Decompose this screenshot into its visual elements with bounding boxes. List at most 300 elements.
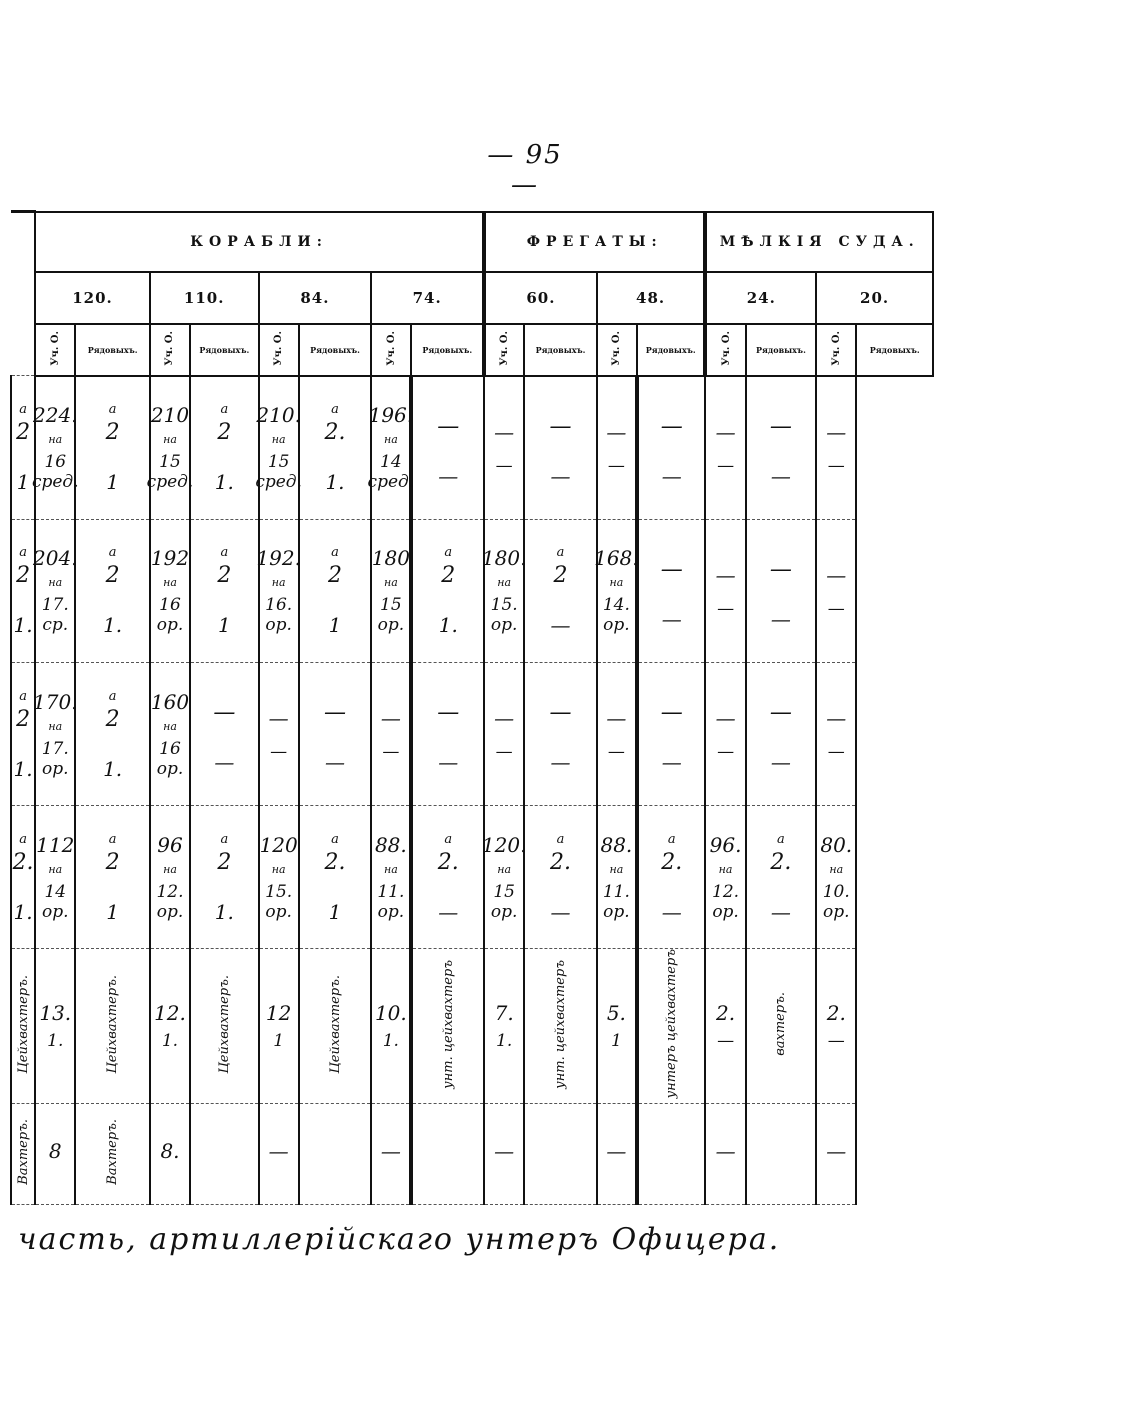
count-secondary: 1.: [496, 1031, 513, 1052]
rank-value: 2.: [324, 849, 346, 875]
count-connector: на: [163, 862, 177, 876]
rank-secondary: 1.: [214, 470, 234, 495]
rank-cell: [11, 662, 35, 805]
rank-cell: [524, 806, 596, 949]
count-secondary: —: [717, 1031, 735, 1052]
count-cell: [597, 806, 637, 949]
rank-value: 2: [217, 849, 232, 875]
count-value: —: [826, 562, 847, 587]
count-value: 120: [259, 832, 298, 857]
rank-value: 2.: [550, 849, 572, 875]
rank-cell: [75, 376, 149, 520]
rank-superscript: а: [331, 402, 339, 418]
rank-secondary: —: [550, 750, 571, 775]
count-cell: [367, 376, 415, 520]
rank-value: 2: [105, 563, 120, 589]
count-value: 196.: [368, 403, 414, 428]
size-header: 24.: [705, 272, 816, 324]
count-value: —: [268, 706, 289, 731]
count-value: —: [606, 1138, 627, 1163]
count-ratio: —: [717, 455, 735, 476]
count-ratio: 15 ор.: [377, 595, 405, 636]
count-connector: на: [48, 862, 63, 876]
rank-secondary: —: [661, 463, 682, 488]
count-secondary: 1.: [47, 1031, 64, 1052]
count-value: 120.: [481, 832, 527, 857]
count-cell: [705, 662, 745, 805]
count-cell: [150, 806, 190, 949]
count-cell: [259, 806, 299, 949]
rank-superscript: а: [108, 688, 117, 704]
rank-cell: [190, 662, 258, 805]
sub-header-rank-label: Уч. О.: [273, 331, 285, 366]
count-ratio: 15 сред.: [146, 452, 194, 493]
sub-header-rank: [259, 324, 299, 376]
count-ratio: —: [827, 598, 845, 619]
rank-cell: [11, 376, 35, 520]
rank-cell: [75, 1103, 149, 1204]
rank-superscript: а: [556, 545, 565, 561]
rank-cell: [11, 949, 35, 1104]
count-cell: [597, 662, 637, 805]
rank-cell: [524, 949, 596, 1104]
count-cell: [150, 1103, 190, 1204]
rank-cell: [637, 376, 705, 520]
count-cell: [705, 376, 745, 520]
count-ratio: 15 сред.: [255, 452, 302, 493]
rank-secondary: —: [550, 899, 571, 924]
rank-cell: [746, 949, 816, 1104]
rank-secondary: 1.: [103, 756, 123, 781]
count-ratio: 15. ор.: [265, 881, 293, 922]
sub-header-count: Рядовыхъ.: [299, 324, 371, 376]
sub-header-rank-label: Уч. О.: [830, 331, 842, 366]
count-value: 160: [150, 689, 190, 714]
count-value: 210.: [256, 403, 301, 428]
rank-value: 2: [217, 563, 232, 589]
count-cell: [481, 806, 527, 949]
rank-cell: [11, 519, 35, 662]
rank-superscript: а: [19, 402, 27, 417]
rank-cell: [637, 949, 705, 1104]
count-cell: [150, 949, 190, 1104]
table-row: [11, 376, 933, 520]
count-connector: на: [163, 719, 177, 733]
rank-cell: [524, 376, 596, 520]
rank-secondary: 1: [217, 613, 231, 638]
count-ratio: 16 сред.: [31, 452, 79, 493]
count-value: 168.: [594, 546, 639, 571]
rank-value: 2.: [661, 849, 683, 875]
rank-secondary: 1.: [438, 613, 458, 638]
sub-header-count: Рядовыхъ.: [411, 324, 484, 376]
rank-secondary: 1.: [13, 613, 33, 638]
rank-value: 2: [105, 849, 120, 875]
rank-superscript: а: [331, 545, 339, 561]
sub-header-rank: [35, 324, 75, 376]
rank-superscript: а: [108, 545, 117, 561]
page-number: — 95 —: [487, 140, 563, 200]
count-cell: [705, 1103, 745, 1204]
count-ratio: 12. ор.: [712, 881, 740, 922]
sub-header-rank-label: Уч. О.: [720, 331, 732, 366]
rank-cell: [637, 1103, 705, 1204]
count-cell: [705, 949, 745, 1104]
count-value: —: [268, 1138, 289, 1163]
count-value: 5.: [606, 1001, 626, 1026]
rank-secondary: —: [661, 899, 682, 924]
count-value: —: [606, 419, 627, 444]
count-value: 224.: [33, 403, 78, 428]
rank-cell: [75, 519, 149, 662]
sub-header-rank: [371, 324, 411, 376]
count-ratio: 14 сред.: [367, 452, 415, 493]
rank-value: —: [660, 700, 683, 726]
count-ratio: 17. ор.: [41, 738, 69, 779]
rank-superscript: а: [19, 688, 27, 704]
rank-cell: [11, 806, 35, 949]
count-value: 10.: [374, 1001, 407, 1026]
count-value: 80.: [820, 832, 853, 857]
count-ratio: —: [607, 455, 625, 476]
rank-title: Вахтеръ.: [105, 1119, 121, 1185]
count-connector: на: [383, 576, 398, 590]
rank-value: 2: [16, 706, 31, 732]
count-value: —: [715, 419, 736, 444]
rank-cell: [411, 519, 484, 662]
rank-cell: [75, 662, 149, 805]
rank-secondary: —: [770, 750, 791, 775]
count-cell: [484, 376, 524, 520]
count-value: —: [715, 706, 736, 731]
count-ratio: 10. ор.: [822, 881, 850, 922]
count-cell: [484, 949, 524, 1104]
sub-header-rank-label: Уч. О.: [164, 331, 176, 366]
rank-cell: [746, 1103, 816, 1204]
count-connector: на: [48, 433, 63, 447]
size-header: 74.: [371, 272, 484, 324]
count-connector: на: [163, 433, 177, 447]
count-value: 88.: [600, 832, 633, 857]
rank-superscript: а: [667, 831, 676, 847]
count-value: —: [494, 1138, 515, 1163]
count-cell: [816, 949, 856, 1104]
count-connector: на: [497, 862, 512, 876]
count-cell: [371, 806, 411, 949]
count-ratio: —: [382, 742, 400, 763]
rank-superscript: а: [331, 831, 339, 847]
sub-header-count: Рядовыхъ.: [75, 324, 149, 376]
count-connector: на: [383, 862, 398, 876]
rank-value: 2: [328, 563, 342, 589]
rank-title: унт. цейхвахтеръ: [553, 959, 569, 1089]
rank-secondary: 1: [106, 470, 119, 495]
sub-header-rank-label: Уч. О.: [611, 331, 623, 366]
sub-header-count: Рядовыхъ.: [190, 324, 258, 376]
count-ratio: —: [717, 742, 735, 763]
count-value: —: [494, 419, 515, 444]
artillery-ledger-table: [10, 210, 934, 1205]
category-frigates: ФРЕГАТЫ:: [484, 212, 705, 272]
rank-superscript: а: [777, 831, 785, 847]
count-ratio: 14 ор.: [42, 881, 69, 922]
count-cell: [259, 662, 299, 805]
rank-cell: [75, 806, 149, 949]
count-value: —: [380, 706, 401, 731]
rank-secondary: 1.: [13, 899, 33, 924]
count-value: 2.: [716, 1001, 736, 1026]
count-ratio: —: [495, 455, 513, 476]
count-cell: [594, 519, 639, 662]
count-value: 8: [48, 1138, 62, 1163]
category-ships: КОРАБЛИ:: [35, 212, 484, 272]
count-ratio: 16 ор.: [156, 738, 184, 779]
count-cell: [255, 376, 302, 520]
rank-value: 2: [105, 706, 120, 732]
count-connector: на: [609, 576, 624, 590]
rank-superscript: а: [556, 831, 565, 847]
rank-cell: [11, 1103, 35, 1204]
rank-superscript: а: [220, 831, 229, 847]
rank-cell: [637, 806, 705, 949]
rank-value: —: [660, 556, 683, 582]
rank-secondary: 1: [328, 613, 342, 638]
count-value: 96: [157, 832, 183, 857]
rank-cell: [299, 806, 371, 949]
rank-cell: [411, 376, 484, 520]
count-ratio: 14. ор.: [602, 595, 630, 636]
count-cell: [705, 806, 745, 949]
count-cell: [35, 949, 75, 1104]
rank-value: —: [213, 700, 236, 726]
count-secondary: 1: [273, 1031, 285, 1052]
rank-superscript: а: [444, 831, 453, 847]
count-cell: [259, 1103, 299, 1204]
count-value: 96.: [709, 832, 742, 857]
rank-value: 2: [217, 420, 232, 446]
count-connector: на: [718, 862, 733, 876]
rank-cell: [637, 519, 705, 662]
size-header: 20.: [816, 272, 933, 324]
count-value: —: [380, 1138, 401, 1163]
rank-value: 2: [441, 563, 456, 589]
rank-cell: [190, 806, 258, 949]
rank-secondary: 1: [328, 899, 342, 924]
count-ratio: 17. ср.: [41, 595, 69, 636]
count-cell: [481, 519, 527, 662]
rank-value: 2.: [12, 849, 34, 875]
rank-value: —: [437, 413, 460, 439]
count-connector: на: [48, 576, 63, 590]
rank-secondary: 1.: [103, 613, 123, 638]
count-cell: [484, 1103, 524, 1204]
count-secondary: 1.: [161, 1031, 179, 1052]
rank-cell: [299, 662, 371, 805]
count-cell: [597, 1103, 637, 1204]
rank-secondary: —: [661, 606, 682, 631]
rank-title: вахтеръ.: [773, 992, 789, 1056]
sub-header-rank-label: Уч. О.: [385, 331, 397, 366]
rank-value: —: [549, 413, 572, 439]
count-cell: [484, 662, 524, 805]
count-cell: [146, 376, 194, 520]
rank-cell: [411, 949, 484, 1104]
sub-header-rank: [816, 324, 856, 376]
table-row: [11, 519, 933, 662]
rank-cell: [411, 662, 484, 805]
rank-cell: [299, 1103, 371, 1204]
count-cell: [816, 519, 856, 662]
rank-title: Вахтеръ.: [15, 1119, 31, 1185]
count-cell: [705, 519, 745, 662]
size-header: 120.: [35, 272, 150, 324]
count-value: 13.: [39, 1001, 72, 1026]
size-header: 110.: [150, 272, 259, 324]
rank-secondary: —: [214, 750, 235, 775]
rank-cell: [746, 519, 816, 662]
sub-header-rank: [150, 324, 190, 376]
count-secondary: —: [827, 1031, 845, 1052]
rank-superscript: а: [19, 545, 27, 561]
count-value: 12: [265, 1001, 292, 1026]
count-value: 88.: [374, 832, 407, 857]
count-cell: [816, 662, 856, 805]
count-cell: [35, 806, 75, 949]
rank-cell: [190, 949, 258, 1104]
count-ratio: 16 ор.: [156, 595, 184, 636]
rank-cell: [524, 519, 596, 662]
count-ratio: 16. ор.: [265, 595, 293, 636]
size-header: 48.: [597, 272, 706, 324]
count-ratio: —: [607, 742, 625, 763]
rank-superscript: а: [108, 402, 117, 418]
count-connector: на: [271, 862, 286, 876]
rank-value: —: [769, 556, 792, 582]
rank-cell: [746, 806, 816, 949]
rank-value: 2: [553, 563, 568, 589]
count-connector: на: [271, 576, 286, 590]
count-connector: на: [163, 576, 177, 590]
sub-header-row: [11, 324, 933, 376]
count-value: —: [826, 706, 847, 731]
sub-header-rank: [484, 324, 524, 376]
rank-cell: [190, 376, 258, 520]
count-cell: [371, 519, 411, 662]
rank-secondary: —: [550, 613, 571, 638]
count-connector: на: [829, 862, 844, 876]
rank-cell: [190, 519, 258, 662]
count-cell: [816, 806, 856, 949]
rank-title: Цейхвахтеръ.: [105, 974, 121, 1074]
count-ratio: —: [827, 742, 845, 763]
count-ratio: 15. ор.: [490, 595, 518, 636]
count-ratio: —: [270, 742, 288, 763]
count-value: 210: [150, 403, 190, 428]
rank-secondary: —: [770, 463, 791, 488]
count-secondary: 1.: [382, 1031, 399, 1052]
rank-cell: [637, 662, 705, 805]
rank-cell: [411, 1103, 484, 1204]
count-cell: [816, 1103, 856, 1204]
count-cell: [150, 519, 190, 662]
caption: часть, артиллерiйскаго унтеръ Офицера.: [18, 1222, 781, 1257]
count-ratio: —: [495, 742, 513, 763]
count-ratio: —: [717, 598, 735, 619]
table-row: [11, 806, 933, 949]
count-value: 112: [36, 832, 75, 857]
rank-secondary: 1: [16, 470, 30, 494]
count-value: —: [606, 706, 627, 731]
rank-superscript: а: [19, 831, 27, 847]
count-cell: [816, 376, 856, 520]
size-header: 84.: [259, 272, 372, 324]
rank-cell: [299, 376, 371, 520]
count-cell: [597, 376, 637, 520]
count-ratio: 11. ор.: [377, 881, 405, 922]
rank-secondary: 1.: [325, 470, 345, 495]
count-value: 180: [371, 546, 410, 571]
rank-value: 2.: [324, 420, 346, 446]
count-cell: [371, 949, 411, 1104]
rank-secondary: —: [770, 899, 791, 924]
rank-title: Цейхвахтеръ.: [216, 974, 232, 1074]
count-connector: на: [609, 862, 624, 876]
sub-header-rank: [705, 324, 745, 376]
rank-cell: [524, 662, 596, 805]
count-ratio: 15 ор.: [490, 881, 518, 922]
count-value: 180.: [481, 546, 527, 571]
sub-header-count: Рядовыхъ.: [524, 324, 596, 376]
count-value: —: [826, 419, 847, 444]
rank-title: унтеръ цейхвахтеръ: [664, 949, 680, 1099]
count-cell: [256, 519, 301, 662]
rank-value: —: [660, 413, 683, 439]
table-row: [11, 1103, 933, 1204]
sub-header-count: Рядовыхъ.: [856, 324, 933, 376]
count-value: 204.: [33, 546, 78, 571]
count-ratio: 11. ор.: [602, 881, 630, 922]
rank-secondary: 1: [106, 899, 119, 924]
sub-header-count: Рядовыхъ.: [746, 324, 816, 376]
rank-cell: [299, 519, 371, 662]
rank-superscript: а: [220, 402, 229, 418]
count-value: 12.: [154, 1001, 186, 1026]
sub-header-rank-label: Уч. О.: [49, 331, 61, 366]
count-value: —: [715, 1138, 736, 1163]
count-connector: на: [48, 719, 63, 733]
sub-header-rank: [597, 324, 637, 376]
rank-secondary: 1.: [214, 899, 234, 924]
count-cell: [150, 662, 190, 805]
rank-secondary: —: [438, 463, 459, 488]
category-header-row: [11, 212, 933, 272]
rank-secondary: —: [550, 463, 571, 488]
rank-cell: [190, 1103, 258, 1204]
count-cell: [33, 519, 78, 662]
rank-superscript: а: [108, 831, 117, 847]
count-cell: [597, 949, 637, 1104]
count-connector: на: [383, 433, 398, 447]
rank-title: Цейхвахтеръ.: [327, 974, 343, 1074]
count-cell: [371, 662, 411, 805]
count-value: —: [715, 562, 736, 587]
count-connector: на: [497, 576, 512, 590]
count-ratio: 12. ор.: [156, 881, 184, 922]
rank-cell: [746, 376, 816, 520]
sub-header-rank-label: Уч. О.: [499, 331, 511, 366]
rank-value: 2: [16, 420, 31, 445]
table-row: [11, 662, 933, 805]
